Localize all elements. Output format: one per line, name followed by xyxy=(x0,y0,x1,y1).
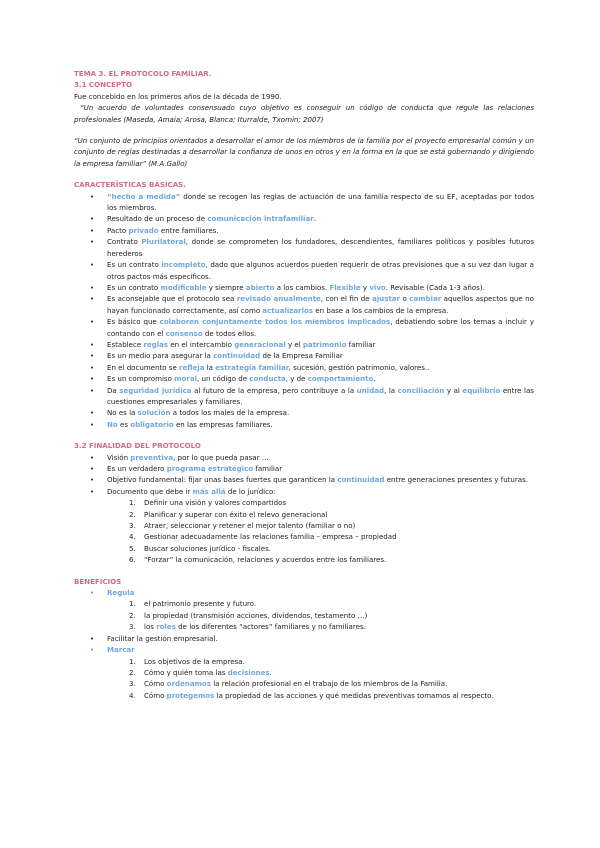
highlight-text: comportamiento xyxy=(307,374,374,384)
highlight-text: roles xyxy=(156,622,176,632)
text-run: Visión xyxy=(107,452,131,462)
numbered-item xyxy=(74,678,534,689)
section-31-heading: 3.1 CONCEPTO xyxy=(74,80,132,90)
numbered-item xyxy=(74,554,534,565)
text-run: sucesión, gestión patrimonio, valores.. xyxy=(290,362,430,372)
text-run: entre las cuestiones empresariales y familiares. xyxy=(107,385,534,406)
text-run: . xyxy=(373,374,376,384)
item-number: 4. xyxy=(129,532,136,542)
highlight-text: decisiones xyxy=(227,667,270,677)
text-run: Es básico que xyxy=(107,317,160,327)
list-item xyxy=(74,474,534,485)
list-item xyxy=(74,373,534,384)
numbered-item-text: Planificar y superar con éxito el relevo generacional xyxy=(144,509,328,519)
numbered-item-text: Buscar soluciones jurídico - fiscales. xyxy=(144,543,271,553)
highlight-text: patrimonio xyxy=(302,339,347,349)
highlight-text: ajustar xyxy=(372,294,400,304)
text-run: familiar xyxy=(346,339,376,349)
numbered-item xyxy=(74,690,534,701)
text-run: Los objetivos de la empresa. xyxy=(144,656,245,666)
list-item xyxy=(74,191,534,214)
benefit-facilitar xyxy=(74,633,534,644)
list-item xyxy=(74,452,534,463)
purpose-list xyxy=(74,452,534,498)
highlight-text: conducta xyxy=(249,374,286,384)
text-run: Da xyxy=(107,385,120,395)
list-item xyxy=(74,293,534,316)
item-number: 2. xyxy=(129,667,136,677)
text-run: , con el fin de xyxy=(320,294,373,304)
text-run: Objetivo fundamental: fijar unas bases fuertes que garanticen la xyxy=(107,475,338,485)
text-run: aquellos aspectos que no hayan funcionado correctamente, así como xyxy=(107,294,534,315)
text-run: Es un contrato xyxy=(107,282,161,292)
text-run: o xyxy=(400,294,410,304)
list-item xyxy=(74,213,534,224)
list-item xyxy=(74,282,534,293)
text-run: en las empresas familiares. xyxy=(173,419,273,429)
quote-gallo: “Un conjunto de principios orientados a desarrollar el amor de los miembros de la familia por el proyecto empresarial común y un conjunto de reglas destinadas a desarrollar la confianza de unos en otros y en la forma en la que se está gobernando y dirigiendo la empresa familiar” (M.A.Gallo) xyxy=(74,136,534,168)
text-run: Contrato xyxy=(107,237,142,247)
item-number: 1. xyxy=(129,599,136,609)
numbered-item xyxy=(74,598,534,609)
text-run: entre familiares. xyxy=(158,225,219,235)
text-run: , debatiendo sobre los temas a incluir y contando con el xyxy=(107,317,534,338)
highlight-text: preventiva xyxy=(130,452,174,462)
numbered-item-text: Gestionar adecuadamente las relaciones familia – empresa – propiedad xyxy=(144,532,397,542)
marcar-label: Marcar xyxy=(107,645,135,655)
list-item xyxy=(74,486,534,497)
highlight-text: cambiar xyxy=(409,294,442,304)
text-run: de todos ellos. xyxy=(202,328,257,338)
numbered-item xyxy=(74,520,534,531)
text-run: , donde se comprometen los fundadores, descendientes, familiares políticos y posibles futuros herederos xyxy=(107,237,534,258)
highlight-text: programa estratégico xyxy=(166,464,254,473)
list-item xyxy=(74,339,534,350)
list-item xyxy=(74,350,534,361)
highlight-text: privado xyxy=(128,225,159,235)
list-item xyxy=(74,236,534,259)
highlight-text: Flexible xyxy=(329,282,361,292)
numbered-item xyxy=(74,497,534,508)
text-run: Es aconsejable que el protocolo sea xyxy=(107,294,237,304)
text-run: En el documento se xyxy=(107,362,180,372)
characteristics-list xyxy=(74,191,534,431)
numbered-item xyxy=(74,509,534,520)
text-run: y xyxy=(360,282,370,292)
highlight-text: generacional xyxy=(234,339,286,349)
item-number: 3. xyxy=(129,679,136,689)
list-item xyxy=(74,259,534,282)
text-run: el patrimonio presente y futuro. xyxy=(144,599,257,609)
numbered-item xyxy=(74,531,534,542)
purpose-numbered-list xyxy=(74,497,534,565)
highlight-text: protegemos xyxy=(166,690,215,700)
text-run: a los cambios. xyxy=(274,282,330,292)
item-number: 2. xyxy=(129,509,136,519)
highlight-text: modificable xyxy=(160,282,207,292)
highlight-text: refleja xyxy=(179,362,205,372)
item-number: 4. xyxy=(129,690,136,700)
highlight-text: consenso xyxy=(165,328,203,338)
text-run: , dado que algunos acuerdos pueden requerir de otras previsiones que a su vez dan lugar a otros pactos más específicos. xyxy=(107,260,534,281)
list-item xyxy=(74,362,534,373)
highlight-text: equilibrio xyxy=(462,385,501,395)
highlight-text: actualizarlos xyxy=(262,305,314,315)
text-run: a todos los males de la empresa. xyxy=(170,408,290,418)
highlight-text: más allá xyxy=(192,486,226,496)
numbered-item xyxy=(74,621,534,632)
item-number: 3. xyxy=(129,521,136,531)
text-run: y siempre xyxy=(206,282,246,292)
text-run: la propiedad de las acciones y qué medidas preventivas tomamos al respecto. xyxy=(214,690,494,700)
text-run: Establece xyxy=(107,339,144,349)
text-run: Pacto xyxy=(107,225,129,235)
text-run: al futuro de la empresa, pero contribuye a la xyxy=(191,385,357,395)
item-number: 1. xyxy=(129,498,136,508)
item-number: 5. xyxy=(129,543,136,553)
text-run: es xyxy=(117,419,131,429)
text-run: familiar xyxy=(253,464,283,473)
highlight-text: “hecho a medida” xyxy=(107,191,181,201)
highlight-text: Plurilateral xyxy=(141,237,186,247)
text-run: de la Empresa Familiar xyxy=(260,351,343,361)
text-run: de lo jurídico: xyxy=(225,486,276,496)
text-run: Es un contrato xyxy=(107,260,162,270)
text-run: , la xyxy=(384,385,398,395)
numbered-item-text: Definir una visión y valores compartidos xyxy=(144,498,287,508)
highlight-text: solución xyxy=(137,408,171,418)
text-run: Es un compromiso xyxy=(107,374,175,384)
concept-line: Fue concebido en los primeros años de la década de 1990. xyxy=(74,91,282,101)
text-run: Resultado de un proceso de xyxy=(107,214,208,224)
highlight-text: vivo xyxy=(369,282,386,292)
highlight-text: revisado anualmente xyxy=(236,294,321,304)
numbered-item-text: Atraer, seleccionar y retener el mejor talento (familiar o no) xyxy=(144,521,356,531)
benefit-regula xyxy=(74,587,534,598)
numbered-item xyxy=(74,543,534,554)
text-run: entre generaciones presentes y futuras. xyxy=(384,475,529,485)
text-run: los xyxy=(144,622,157,632)
text-run: . Revisable (Cada 1-3 años). xyxy=(385,282,485,292)
highlight-text: reglas xyxy=(143,339,169,349)
regula-label: Regula xyxy=(107,588,135,598)
text-run: Documento que debe ir xyxy=(107,486,193,496)
text-run: Cómo xyxy=(144,690,167,700)
text-run: en base a los cambios de la empresa. xyxy=(313,305,449,315)
highlight-text: seguridad jurídica xyxy=(119,385,192,395)
text-run: la propiedad (transmisión acciones, dividendos, testamento …) xyxy=(144,610,368,620)
numbered-item xyxy=(74,610,534,621)
highlight-text: No xyxy=(107,419,118,429)
highlight-text: moral xyxy=(174,374,198,384)
highlight-text: comunicación intrafamiliar xyxy=(207,214,314,224)
list-item xyxy=(74,463,534,474)
text-run: y al xyxy=(444,385,463,395)
text-run: , por lo que pueda pasar … xyxy=(173,452,269,462)
benefit-marcar xyxy=(74,644,534,655)
text-run: , y de xyxy=(285,374,308,384)
text-run: , un código de xyxy=(197,374,250,384)
highlight-text: conciliación xyxy=(397,385,445,395)
highlight-text: unidad xyxy=(356,385,385,395)
item-number: 1. xyxy=(129,656,136,666)
section-32-heading: 3.2 FINALIDAD DEL PROTOCOLO xyxy=(74,441,201,451)
list-item xyxy=(74,225,534,236)
item-number: 3. xyxy=(129,622,136,632)
item-number: 2. xyxy=(129,610,136,620)
highlight-text: ordenamos xyxy=(166,679,211,689)
highlight-text: continuidad xyxy=(213,351,261,361)
text-run: donde se recogen las reglas de actuación de una familia respecto de su EF, aceptadas por todos los miembros. xyxy=(107,191,534,213)
list-item xyxy=(74,385,534,408)
numbered-item-text: “Forzar” la comunicación, relaciones y acuerdos entre los familiares. xyxy=(144,555,387,565)
marcar-numbered-list xyxy=(74,656,534,702)
highlight-text: incompleto xyxy=(161,260,206,270)
text-run: y el xyxy=(285,339,303,349)
text-run: No es la xyxy=(107,408,138,418)
text-run: Cómo y quién toma las xyxy=(144,667,228,677)
highlight-text: obligatorio xyxy=(130,419,174,429)
text-run: Cómo xyxy=(144,679,167,689)
benefits-heading: BENEFICIOS xyxy=(74,576,122,586)
numbered-item xyxy=(74,667,534,678)
facilitar-text: Facilitar la gestión empresarial. xyxy=(107,633,218,643)
text-run: Es un medio para asegurar la xyxy=(107,351,214,361)
highlight-text: colaboren conjuntamente todos los miembros implicados xyxy=(159,317,391,327)
regula-numbered-list xyxy=(74,598,534,632)
text-run: la relación profesional en el trabajo de los miembros de la Familia. xyxy=(210,679,448,689)
highlight-text: abierto xyxy=(245,282,275,292)
list-item xyxy=(74,419,534,430)
text-run: en el intercambio xyxy=(168,339,235,349)
document-title: TEMA 3. EL PROTOCOLO FAMILIAR. xyxy=(74,69,212,78)
benefits-list-3 xyxy=(74,644,534,655)
benefits-list xyxy=(74,587,534,598)
numbered-item xyxy=(74,656,534,667)
item-number: 6. xyxy=(129,555,136,565)
text-run: de los diferentes “actores” familiares y no familiares. xyxy=(175,622,366,632)
benefits-list-2 xyxy=(74,633,534,644)
highlight-text: estrategia familiar, xyxy=(215,362,291,372)
text-run: Es un verdadero xyxy=(107,464,167,473)
document-page xyxy=(74,68,534,701)
quote-maseda: “Un acuerdo de voluntades consensuado cuyo objetivo es conseguir un código de conducta que regule las relaciones profesionales (Maseda, Amaia; Arosa, Blanca; Iturralde, Txomin; 2007) xyxy=(74,103,534,124)
list-item xyxy=(74,316,534,339)
list-item xyxy=(74,407,534,418)
text-run: . xyxy=(313,214,316,224)
text-run: . xyxy=(269,667,272,677)
text-run: la xyxy=(204,362,216,372)
characteristics-heading: CARACTERÍSTICAS BÁSICAS. xyxy=(74,180,186,190)
highlight-text: continuidad xyxy=(337,475,385,485)
